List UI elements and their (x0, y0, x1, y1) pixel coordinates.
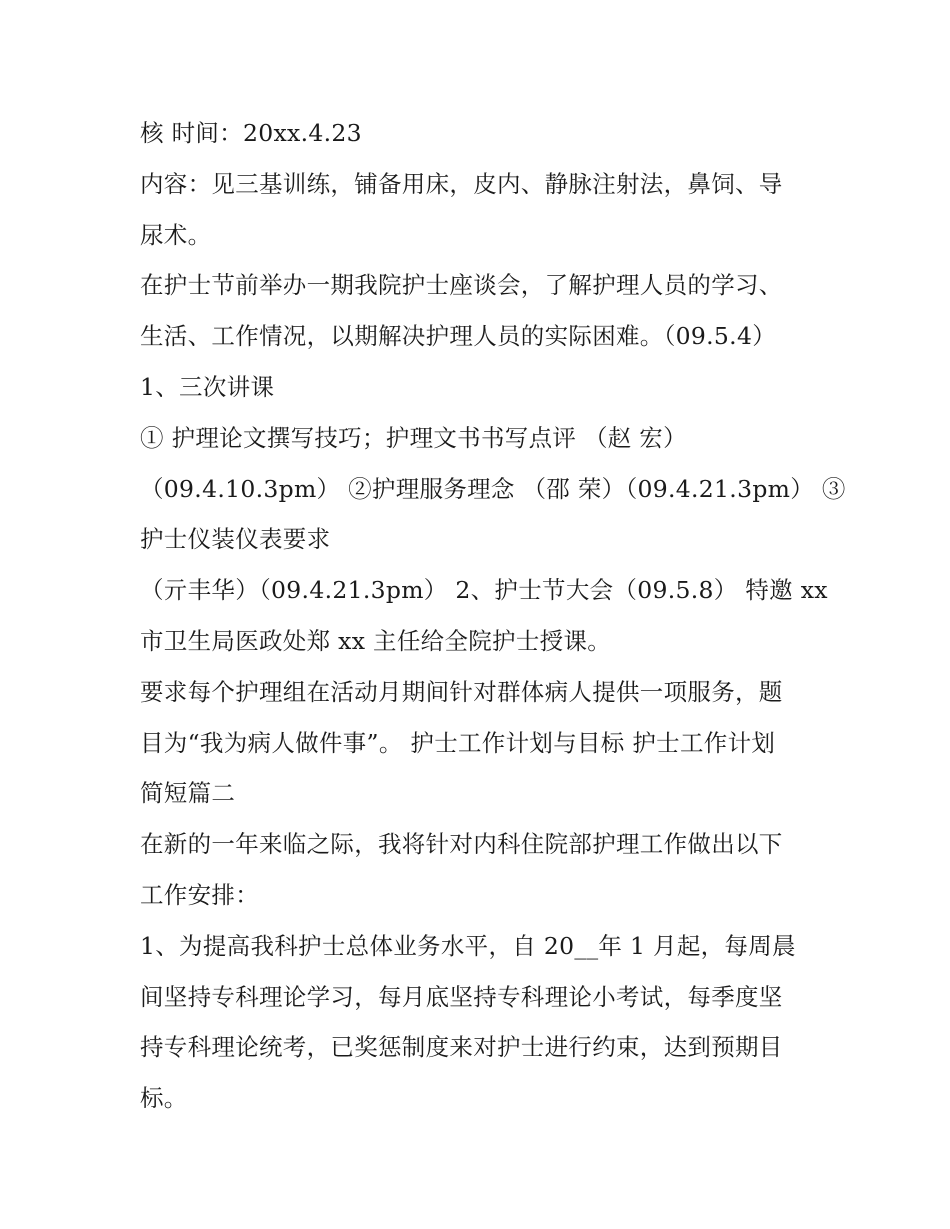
text-line: 生活、工作情况，以期解决护理人员的实际困难。（09.5.4） (140, 322, 776, 351)
text-line: （09.4.10.3pm） ②护理服务理念 （邵 荣）（09.4.21.3pm） ③ (140, 474, 846, 503)
text-line: 间坚持专科理论学习，每月底坚持专科理论小考试，每季度坚 (140, 982, 783, 1011)
text-line: 市卫生局医政处郑 xx 主任给全院护士授课。 (140, 626, 612, 655)
text-line: （亓丰华）（09.4.21.3pm） 2、护士节大会（09.5.8） 特邀 xx (140, 576, 828, 605)
text-line: 护士仪装仪表要求 (140, 525, 331, 554)
text-line: ① 护理论文撰写技巧；护理文书书写点评 （赵 宏） (140, 423, 687, 452)
text-line: 简短篇二 (140, 779, 236, 808)
document-body (140, 108, 846, 1124)
text-line: 目为“我为病人做件事”。 护士工作计划与目标 护士工作计划 (140, 728, 776, 757)
text-line: 1、为提高我科护士总体业务水平，自 20__年 1 月起，每周晨 (140, 931, 796, 960)
text-line: 在新的一年来临之际，我将针对内科住院部护理工作做出以下 (140, 830, 783, 859)
text-line: 持专科理论统考，已奖惩制度来对护士进行约束，达到预期目 (140, 1033, 783, 1062)
text-line: 要求每个护理组在活动月期间针对群体病人提供一项服务，题 (140, 677, 783, 706)
text-line: 内容：见三基训练，铺备用床，皮内、静脉注射法，鼻饲、导 (140, 169, 783, 198)
text-line: 在护士节前举办一期我院护士座谈会，了解护理人员的学习、 (140, 271, 783, 300)
text-line: 标。 (140, 1084, 188, 1113)
text-line: 尿术。 (140, 220, 212, 249)
text-line: 1、三次讲课 (140, 372, 275, 401)
text-line: 工作安排： (140, 880, 259, 909)
text-line: 核 时间：20xx.4.23 (140, 119, 362, 147)
